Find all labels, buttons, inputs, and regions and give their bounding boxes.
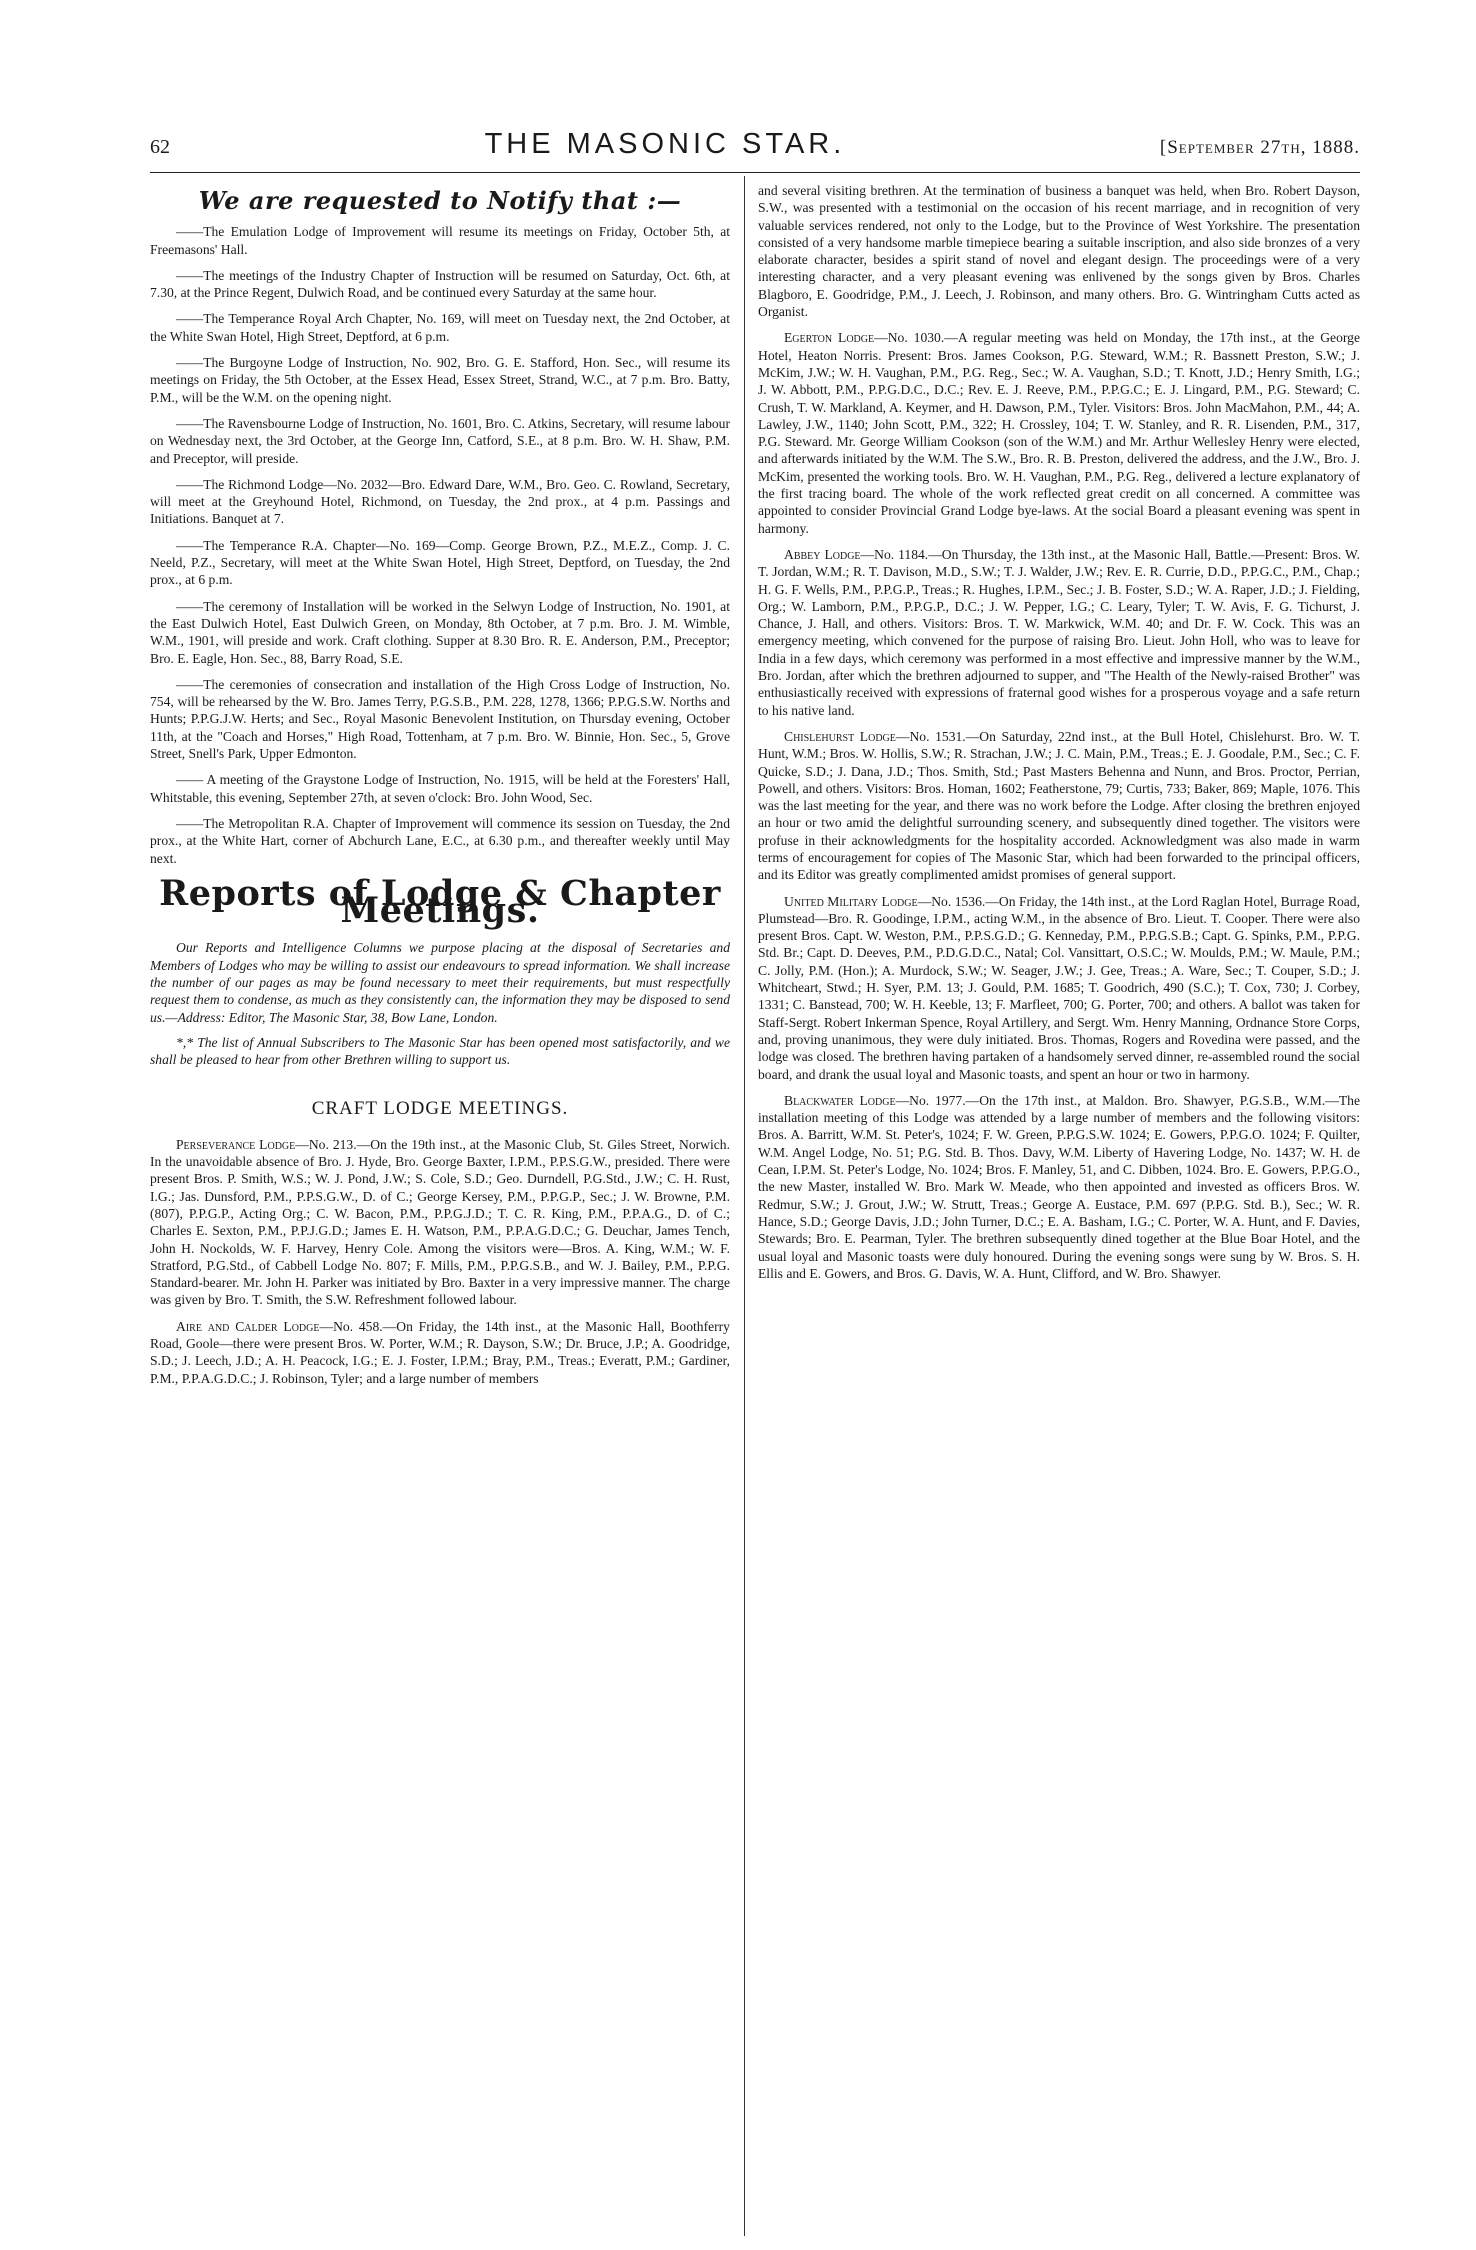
report-text: —No. 1030.—A regular meeting was held on Monday, the 17th inst., at the George Hotel, Heaton Norris. Present: Bros. James Cookson, P.G. Steward, W.M.; R. Bassnett Preston, S.W.; J. McKim, J.W.; W. H. Vaughan, P.M., P.G. Reg., Sec.; W. A. Vaughan, S.D.; T. Knott, J.D.; Henry Smith, I.G.; J. W. Abbott, P.M., P.P.G.D.C., D.C.; Rev. E. J. Reeve, P.M., P.P.G.C.; E. J. Lingard, P.M., P.G. Steward; C. Crush, T. W. Markland, A. Keymer, and H. Dawson, P.M., Tyler. Visitors: Bros. John MacMahon, P.M., 44; A. Lawley, J.W., 1140; John Scott, P.M., 322; H. Crossley, 104; T. W. Stanley, and R. R. Lisenden, P.M., 317, P.G. Steward. Mr. George William Cookson (son of the W.M.) and Mr. Arthur Wellesley Henry were elected, and afterwards initiated by the W.M. The S.W., Bro. R. B. Preston, delivered the address, and the J.W., Bro. J. McKim, presented the working tools. Bro. W. H. Vaughan, P.M., P.G. Reg., delivered a lecture explanatory of the first tracing board. The whole of the work reflected great credit on all concerned. A committee was appointed to consider Provincial Grand Lodge bye-laws. At the social Board a pleasant evening was spent in harmony. xyxy=(758,330,1360,536)
report-text: —No. 1531.—On Saturday, 22nd inst., at the Bull Hotel, Chislehurst. Bro. W. T. Hunt, W.M.; Bros. W. Hollis, S.W.; R. Strachan, J.W.; J. C. Main, P.M., Treas.; E. J. Goodale, P.M., Sec.; C. F. Quicke, S.D.; J. Dana, J.D.; Thos. Smith, Std.; Past Masters Behenna and Nunn, and Bros. Proctor, Perrian, Powell, and others. Visitors: Bros. Homan, 1602; Featherstone, 79; Curtis, 733; Baker, 869; Maple, 1076. This was the last meeting for the year, and there was no work before the Lodge. After closing the brethren enjoyed an hour or two amid the delightful surrounding scenery, and subsequently dined together. The visitors were profuse in their acknowledgments for the hospitality accorded. Acknowledgment was also made in warm terms of encouragement for copies of The Masonic Star, which had been forwarded to the principal officers, and its Editor was greatly complimented amidst promises of general support. xyxy=(758,728,1361,883)
craft-heading: CRAFT LODGE MEETINGS. xyxy=(311,1098,569,1120)
lodge-name: Chislehurst Lodge xyxy=(784,728,896,744)
craft-right-list xyxy=(758,182,1360,1282)
notice-item: ——The Burgoyne Lodge of Instruction, No. 902, Bro. G. E. Stafford, Hon. Sec., will resume its meetings on Friday, the 5th October, at the Essex Head, Essex Street, Strand, W.C., at 7 p.m. Bro. Batty, P.M., will be the W.M. on the opening night. xyxy=(150,355,730,405)
report-text: and several visiting brethren. At the termination of business a banquet was held, when Bro. Robert Dayson, S.W., was presented with a testimonial on the occasion of his recent marriage, and in recognition of very valuable services rendered, not only to the Lodge, but to the Province of West Yorkshire. The presentation consisted of a very handsome marble timepiece bearing a suitable inscription, and also side bronzes of a very elaborate character, besides a spirit stand of novel and elegant design. The proceedings were of a very interesting character, and a very pleasant evening was enlivened by the songs given by Bros. Charles Blagboro, E. Goodridge, P.M., J. Leech, J. Robinson, and many others. Bro. G. Wintringham Cutts acted as Organist. xyxy=(758,183,1360,320)
notice-item: ——The Emulation Lodge of Improvement will resume its meetings on Friday, October 5th, at Freemasons' Hall. xyxy=(150,224,730,257)
column-divider xyxy=(744,176,745,2236)
lodge-name: Perseverance Lodge xyxy=(176,1136,296,1152)
lodge-name: Abbey Lodge xyxy=(784,546,861,562)
notice-item: ——The Metropolitan R.A. Chapter of Improvement will commence its session on Tuesday, the 2nd prox., at the White Hart, corner of Abchurch Lane, E.C., at 6.30 p.m., and thereafter weekly until May next. xyxy=(150,815,730,866)
lodge-name: Aire and Calder Lodge xyxy=(176,1318,320,1334)
report-text: —No. 213.—On the 19th inst., at the Masonic Club, St. Giles Street, Norwich. In the unavoidable absence of Bro. J. Hyde, Bro. George Baxter, I.P.M., P.P.S.G.W., presided. There were present Bros. P. Smith, W.S.; W. J. Pond, J.W.; S. Cole, S.D.; Geo. Durndell, P.G.Std., J.W.; C. H. Rust, I.G.; Jas. Dunsford, P.M., P.P.S.G.W., D. of C.; George Kersey, P.M., P.P.G.P., Sec.; J. W. Browne, P.M. (807), P.P.G.P., Acting Org.; C. W. Bacon, P.M., P.P.G.J.D.; T. C. R. King, P.M., P.P.A.G., D. of C.; Charles E. Sexton, P.M., P.P.J.G.D.; James E. H. Watson, P.M., P.P.A.G.D.C.; G. Deuchar, James Tench, John H. Nockolds, W. F. Harvey, Henry Cole. Among the visitors were—Bros. A. King, W.M.; W. F. Stratford, P.G.Std., of Cabbell Lodge No. 807; F. Mills, P.M., P.P.G.S.B., and W. J. Bailey, P.M., P.P.G. Standard-bearer. Mr. John H. Parker was initiated by Bro. Baxter in a very impressive manner. The charge was given by Bro. T. Smith, the S.W. Refreshment followed labour. xyxy=(150,1136,730,1308)
lodge-report xyxy=(758,893,1360,1083)
notice-item: ——The Temperance Royal Arch Chapter, No. 169, will meet on Tuesday next, the 2nd October, at the White Swan Hotel, High Street, Deptford, at 6 p.m. xyxy=(150,311,730,344)
notice-item: —— A meeting of the Graystone Lodge of Instruction, No. 1915, will be held at the Foresters' Hall, Whitstable, this evening, September 27th, at seven o'clock: Bro. John Wood, Sec. xyxy=(150,772,730,805)
page-header xyxy=(150,128,1360,168)
issue-date: [September 27th, 1888. xyxy=(1159,137,1360,158)
lodge-report xyxy=(758,182,1360,320)
notice-item: ——The ceremonies of consecration and installation of the High Cross Lodge of Instruction, No. 754, will be rehearsed by the W. Bro. James Terry, P.G.S.B., P.M. 228, 1278, 1366; P.P.G.S.W. Norths and Hunts; P.P.G.J.W. Herts; and Sec., Royal Masonic Benevolent Institution, on Thursday evening, October 11th, at the "Coach and Horses," High Road, Tottenham, at 7 p.m. Bro. W. Binnie, Hon. Sec., 5, Grove Street, Snell's Park, Upper Edmonton. xyxy=(150,676,730,762)
right-column xyxy=(758,182,1360,1291)
lodge-report xyxy=(758,1092,1360,1282)
lodge-report xyxy=(758,728,1360,884)
lodge-name: Egerton Lodge xyxy=(784,330,875,346)
notice-item: ——The Richmond Lodge—No. 2032—Bro. Edward Dare, W.M., Bro. Geo. C. Rowland, Secretary, will meet at the Greyhound Hotel, Richmond, on Tuesday, the 2nd prox., at 4 p.m. Passings and Initiations. Banquet at 7. xyxy=(150,476,730,527)
reports-heading: Reports of Lodge & Chapter Meetings. xyxy=(159,872,721,932)
lodge-name: Blackwater Lodge xyxy=(784,1092,896,1108)
report-text: —No. 1184.—On Thursday, the 13th inst., at the Masonic Hall, Battle.—Present: Bros. W. T. Jordan, W.M.; R. T. Davison, M.D., S.W.; T. J. Walder, J.W.; Rev. E. R. Currie, D.D., P.P.G.C., P.M., Chap.; H. G. F. Wells, P.M., P.P.G.P., Treas.; R. Hughes, I.P.M., Sec.; J. B. Foster, S.D.; W. A. Raper, J.D.; J. Fielding, Org.; W. Lamborn, P.M., P.P.G.P., D.C.; J. W. Pepper, I.G.; C. Leary, Tyler; T. W. Avis, F. G. Tichurst, J. Chance, J. Hall, and others. Visitors: Bros. T. W. Markwick, W.M. 40; and Dr. F. W. Cock. This was an emergency meeting, which convened for the purpose of raising Bro. Lieut. John Holl, who was to leave for India in a few days, which ceremony was performed in a most effective and impressive manner by the W.M., Bro. Jordan, after which the brethren adjourned to supper, and "The Health of the Newly-raised Brother" was enthusiastically received with expressions of fraternal good wishes for a prosperous voyage and a safe return to his native land. xyxy=(758,546,1360,718)
notice-item: ——The meetings of the Industry Chapter of Instruction will be resumed on Saturday, Oct. 6th, at 7.30, at the Prince Regent, Dulwich Road, and be continued every Saturday at the same hour. xyxy=(150,267,730,301)
report-text: —No. 458.—On Friday, the 14th inst., at the Masonic Hall, Boothferry Road, Goole—there were present Bros. W. Porter, W.M.; R. Dayson, S.W.; Dr. Bruce, J.P.; A. Goodridge, S.D.; J. Leech, J.D.; A. H. Peacock, I.G.; E. J. Foster, I.P.M.; Bray, P.M., Treas.; Everatt, P.M.; Gardiner, P.M., P.P.A.G.D.C.; J. Robinson, Tyler; and a large number of members xyxy=(150,1318,730,1386)
notices-heading: We are requested to Notify that :— xyxy=(198,186,682,215)
lodge-report xyxy=(758,546,1360,719)
report-text: —No. 1977.—On the 17th inst., at Maldon. Bro. Shawyer, P.G.S.B., W.M.—The installation meeting of this Lodge was attended by a large number of members and the following visitors: Bros. A. Barritt, W.M. St. Peter's, 1024; F. W. Green, P.P.G.S.W. 1024; E. Gowers, P.P.G.O. 1024; F. Quilter, W.M. Angel Lodge, No. 51; P.G. Std. B. Thos. Davy, W.M. Liberty of Havering Lodge, No. 1437; W. H. de Cean, I.P.M. St. Peter's Lodge, No. 1024; Bros. F. Manley, 51, and C. Dibben, 1024. Bro. E. Gowers, P.P.G.O., the new Master, installed W. Bro. Mark W. Meade, who then appointed and invested as officers Bros. W. Redmur, S.W.; J. Grout, J.W.; W. Strutt, Treas.; George A. Eustace, P.M. 697 (P.P.G. Std. B.), Sec.; W. R. Hance, S.D.; George Davis, J.D.; John Turner, D.C.; E. A. Basham, I.G.; C. Porter, W. A. Hunt, and F. Davies, Stewards; Bro. E. Pearman, Tyler. The brethren subsequently dined together at the Blue Boar Hotel, and the usual loyal and Masonic toasts were duly honoured. During the evening songs were sung by W. Bros. S. H. Ellis and E. Gowers, and Bros. G. Davis, W. A. Hunt, Clifford, and W. Bro. Shawyer. xyxy=(758,1092,1360,1281)
notice-item: ——The Temperance R.A. Chapter—No. 169—Comp. George Brown, P.Z., M.E.Z., Comp. J. C. Neeld, P.Z., Secretary, will meet at the White Swan Hotel, High Street, Deptford, on Tuesday, the 2nd prox., at 6 p.m. xyxy=(150,537,730,588)
notice-item: ——The Ravensbourne Lodge of Instruction, No. 1601, Bro. C. Atkins, Secretary, will resume labour on Wednesday next, the 3rd October, at the George Inn, Catford, S.E., at 8 p.m. Bro. W. H. Shaw, P.M. and Preceptor, will preside. xyxy=(150,415,730,466)
reports-intro: Our Reports and Intelligence Columns we purpose placing at the disposal of Secretaries and Members of Lodges who may be willing to assist our endeavours to spread information. We shall increase the number of our pages as may be found necessary to meet their requirements, but must respectfully request them to condense, as much as they consistently can, the information they may be disposed to send us.—Address: Editor, The Masonic Star, 38, Bow Lane, London. xyxy=(150,940,730,1025)
notices-list xyxy=(150,223,730,867)
lodge-report xyxy=(150,1136,730,1309)
header-rule xyxy=(150,172,1360,173)
craft-left-list xyxy=(150,1136,730,1387)
left-column xyxy=(150,182,730,1396)
lodge-report xyxy=(150,1318,730,1387)
subscribers-note: *,* The list of Annual Subscribers to The Masonic Star has been opened most satisfactorily, and we shall be pleased to hear from other Brethren willing to support us. xyxy=(150,1034,730,1068)
notice-item: ——The ceremony of Installation will be worked in the Selwyn Lodge of Instruction, No. 1901, at the East Dulwich Hotel, East Dulwich Green, on Monday, 8th October, at 7 p.m. Bro. J. M. Wimble, W.M., 1901, will preside and work. Craft clothing. Supper at 8.30 Bro. R. E. Anderson, P.M., Preceptor; Bro. E. Eagle, Hon. Sec., 88, Barry Road, S.E. xyxy=(150,598,730,666)
report-text: —No. 1536.—On Friday, the 14th inst., at the Lord Raglan Hotel, Burrage Road, Plumstead—Bro. R. Goodinge, I.P.M., acting W.M., in the absence of Bro. Lieut. T. Cooper. There were also present Bros. Capt. W. Weston, P.M., P.P.S.G.D.; G. Kenneday, P.M., P.P.G.S.B.; Capt. G. Spinks, P.M., P.P.G. Std. Br.; Capt. D. Deeves, P.M., P.D.G.D.C., Natal; Col. Vansittart, O.S.C.; W. Moulds, P.M.; W. Maule, P.M.; C. Jolly, P.M. (Hon.); A. Murdock, S.W.; W. Seager, J.W.; J. Gee, Treas.; A. Ware, Sec.; T. Couper, S.D.; J. Whitcheart, Stwd.; H. Syer, P.M. 13; J. Gould, P.M. 1685; T. Goodrich, 490 (S.C.); T. Cox, 730; J. Corbey, 1331; C. Banstead, 700; W. H. Keeble, 13; F. Marfleet, 700; G. Porter, 700; and others. A ballot was taken for Staff-Sergt. Robert Inkerman Spence, Royal Artillery, and Sergt. Wm. Henry Manning, Ordnance Store Corps, and, proving unanimous, they were duly initiated. Bros. Thomas, Rogers and Rovedina were passed, and the lodge was closed. The brethren having partaken of a handsomely served dinner, re-assembled round the social board, and drank the usual loyal and Masonic toasts, and spent an hour or two in harmony. xyxy=(758,893,1360,1082)
lodge-report xyxy=(758,329,1360,537)
lodge-name: United Military Lodge xyxy=(784,893,918,909)
page-number: 62 xyxy=(150,136,170,158)
publication-title: THE MASONIC STAR. xyxy=(484,128,846,160)
